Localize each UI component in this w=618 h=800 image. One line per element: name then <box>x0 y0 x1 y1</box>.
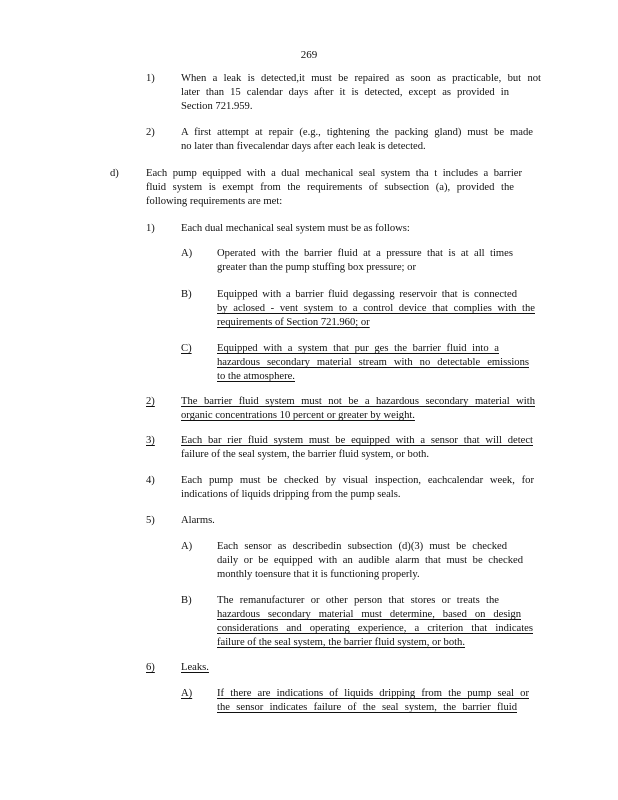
item-label: 5) <box>146 515 155 526</box>
item-label: 1) <box>146 223 155 234</box>
text-line: Section 721.959. <box>181 101 253 112</box>
item-label: B) <box>181 595 192 606</box>
page-number: 269 <box>300 49 318 61</box>
item-text <box>217 342 529 384</box>
text-line: The remanufacturer or other person that stores or treats the <box>217 595 499 606</box>
text-line: If there are indications of liquids dripping from the pump seal or <box>217 688 529 699</box>
text-line: Leaks. <box>181 662 209 673</box>
item-label: 1) <box>146 73 155 84</box>
item-label: A) <box>181 248 193 259</box>
text-line: Equipped with a barrier fluid degassing reservoir that is connected <box>217 289 517 300</box>
text-line: later than 15 calendar days after it is detected, except as provided in <box>181 87 509 98</box>
item-label: d) <box>110 168 119 179</box>
item-text <box>181 72 541 114</box>
item-label: A) <box>181 541 193 552</box>
item-text <box>217 247 513 275</box>
text-line: indications of liquids dripping from the pump seals. <box>181 489 401 500</box>
text-line: Each dual mechanical seal system must be as follows: <box>181 223 410 234</box>
text-line: Alarms. <box>181 515 215 526</box>
text-line: Equipped with a system that pur ges the barrier fluid into a <box>217 343 499 354</box>
item-text <box>181 222 441 236</box>
text-line: following requirements are met: <box>146 196 283 207</box>
text-line: greater than the pump stuffing box pressure; or <box>217 262 416 273</box>
text-line: Each sensor as describedin subsection (d)(3) must be checked <box>217 541 507 552</box>
text-line: to the atmosphere. <box>217 371 295 382</box>
item-text <box>217 594 533 650</box>
item-text <box>181 661 241 675</box>
text-line: failure of the seal system, the barrier fluid system, or both. <box>181 449 430 460</box>
text-line: failure of the seal system, the barrier fluid system, or both. <box>217 637 466 648</box>
item-label: 2) <box>146 396 155 407</box>
text-line: The barrier fluid system must not be a hazardous secondary material with <box>181 396 535 407</box>
text-line: requirements of Section 721.960; or <box>217 317 370 328</box>
text-line: the sensor indicates failure of the seal system, the barrier fluid <box>217 702 517 713</box>
text-line: considerations and operating experience, a criterion that indicates <box>217 623 533 634</box>
item-label: 2) <box>146 127 155 138</box>
item-text <box>217 288 535 330</box>
text-line: organic concentrations 10 percent or greater by weight. <box>181 410 415 421</box>
item-text <box>217 687 529 715</box>
text-line: hazardous secondary material must determine, based on design <box>217 609 521 620</box>
item-text <box>181 434 533 462</box>
text-line: fluid system is exempt from the requirements of subsection (a), provided the <box>146 182 514 193</box>
item-text <box>181 474 534 502</box>
text-line: Each bar rier fluid system must be equipped with a sensor that will detect <box>181 435 533 446</box>
item-label: A) <box>181 688 193 699</box>
item-label: B) <box>181 289 192 300</box>
text-line: hazardous secondary material stream with no detectable emissions <box>217 357 529 368</box>
text-line: Each pump equipped with a dual mechanical seal system tha t includes a barrier <box>146 168 522 179</box>
item-text <box>181 126 533 154</box>
text-line: no later than fivecalendar days after each leak is detected. <box>181 141 426 152</box>
item-label: C) <box>181 343 192 354</box>
text-line: Operated with the barrier fluid at a pressure that is at all times <box>217 248 513 259</box>
text-line: When a leak is detected,it must be repaired as soon as practicable, but not <box>181 73 541 84</box>
item-text <box>146 167 522 209</box>
item-label: 6) <box>146 662 155 673</box>
text-line: monthly toensure that it is functioning properly. <box>217 569 420 580</box>
item-text <box>181 514 241 528</box>
item-label: 4) <box>146 475 155 486</box>
text-line: by aclosed - vent system to a control device that complies with the <box>217 303 535 314</box>
text-line: daily or be equipped with an audible alarm that must be checked <box>217 555 523 566</box>
item-text <box>217 540 523 582</box>
item-label: 3) <box>146 435 155 446</box>
text-line: A first attempt at repair (e.g., tightening the packing gland) must be made <box>181 127 533 138</box>
text-line: Each pump must be checked by visual inspection, eachcalendar week, for <box>181 475 534 486</box>
item-text <box>181 395 535 423</box>
